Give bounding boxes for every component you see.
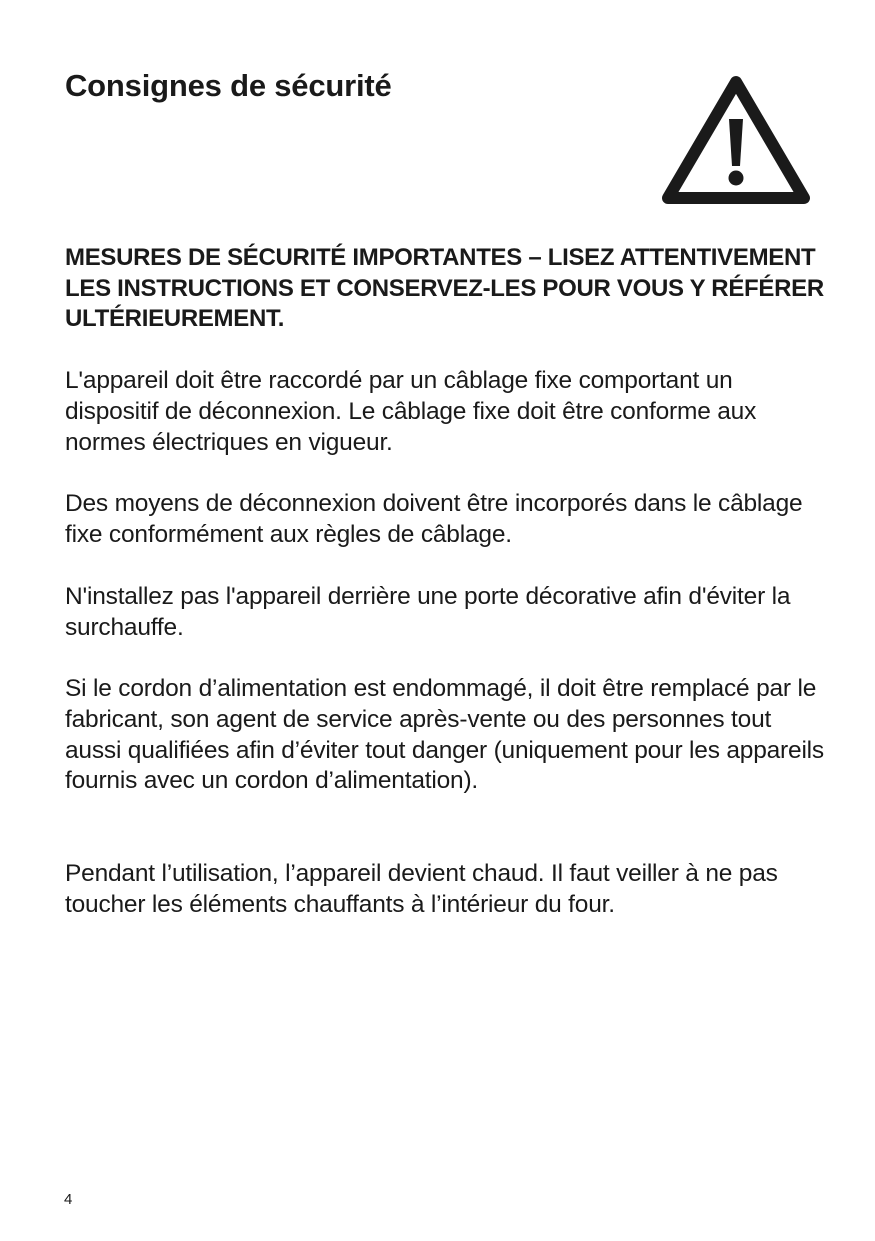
paragraph-power-cord: Si le cordon d’alimentation est endommagé, il doit être remplacé par le fabricant, son agent de service après-vente ou des personnes tout aussi qualifiées afin d’éviter tout danger (uniquement pour les appareils fournis avec un cordon d’alimentation). [65, 675, 824, 795]
page-number: 4 [64, 1191, 73, 1208]
important-safety-heading: MESURES DE SÉCURITÉ IMPORTANTES – LISEZ ATTENTIVEMENT LES INSTRUCTIONS ET CONSERVEZ-LES POUR VOUS Y RÉFÉRER ULTÉRIEUREMENT. [65, 244, 824, 332]
page-title: Consignes de sécurité [65, 68, 392, 103]
paragraph-hot-appliance: Pendant l’utilisation, l’appareil devient chaud. Il faut veiller à ne pas toucher les éléments chauffants à l’intérieur du four. [65, 860, 778, 918]
paragraph-fixed-wiring: L'appareil doit être raccordé par un câblage fixe comportant un dispositif de déconnexion. Le câblage fixe doit être conforme aux normes électriques en vigueur. [65, 367, 757, 456]
paragraph-decorative-door: N'installez pas l'appareil derrière une porte décorative afin d'éviter la surchauffe. [65, 583, 791, 641]
paragraph-disconnection-means: Des moyens de déconnexion doivent être incorporés dans le câblage fixe conformément aux règles de câblage. [65, 490, 803, 548]
warning-triangle-icon [658, 70, 814, 208]
